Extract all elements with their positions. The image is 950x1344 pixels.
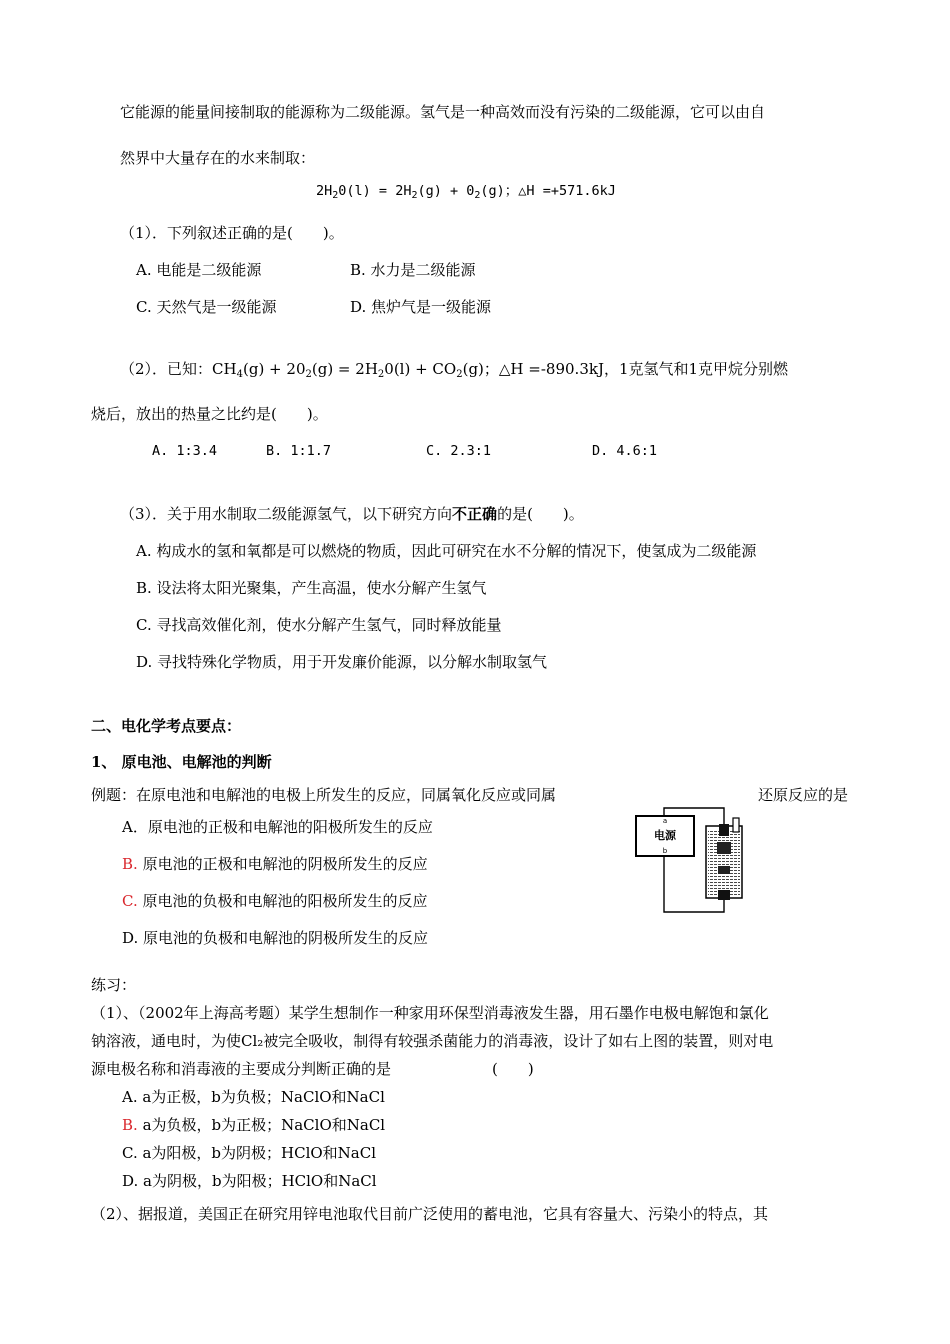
example-stem-left: 例题：在原电池和电解池的电极上所发生的反应，同属氧化反应或同属 xyxy=(91,786,557,804)
power-source-label: 电源 xyxy=(654,829,676,842)
intro-line-1: 它能源的能量间接制取的能源称为二级能源。氢气是一种高效而没有污染的二级能源，它可以由自 xyxy=(120,103,766,121)
electrolyte-solution xyxy=(708,830,740,896)
terminal-a-label: a xyxy=(662,817,668,825)
q1-option-d: D. 焦炉气是一级能源 xyxy=(350,298,492,316)
practice-heading: 练习： xyxy=(91,976,137,994)
q3-option-a: A. 构成水的氢和氧都是可以燃烧的物质，因此可研究在水不分解的情况下，使氢成为二级能源 xyxy=(136,542,757,560)
q3-option-b: B. 设法将太阳光聚集，产生高温，使水分解产生氢气 xyxy=(136,579,487,597)
lower-electrode xyxy=(718,890,730,900)
q1-option-a: A. 电能是二级能源 xyxy=(136,261,262,279)
q3-option-d: D. 寻找特殊化学物质，用于开发廉价能源，以分解水制取氢气 xyxy=(136,653,548,671)
q2-option-b: B. 1:1.7 xyxy=(266,443,332,459)
q2-option-a: A. 1:3.4 xyxy=(152,443,218,459)
section-2-heading: 二、电化学考点要点： xyxy=(91,717,242,735)
practice-1-option-d: D. a为阴极，b为阳极；HClO和NaCl xyxy=(122,1172,377,1190)
q1-option-c: C. 天然气是一级能源 xyxy=(136,298,277,316)
example-option-c: C. 原电池的负极和电解池的阳极所发生的反应 xyxy=(122,892,428,910)
q2-option-c: C. 2.3:1 xyxy=(426,443,492,459)
q2-stem-line-2: 烧后，放出的热量之比约是( )。 xyxy=(91,405,328,423)
upper-electrode xyxy=(719,824,729,836)
practice-1-line-3: 源电极名称和消毒液的主要成分判断正确的是 xyxy=(91,1060,392,1078)
example-option-a: A．原电池的正极和电解池的阳极所发生的反应 xyxy=(122,818,433,836)
q2-stem: （2）．已知：$CH_4(g) + 20_2(g) = 2H_20(l) + CO_2(g)$；△H =-890.3kJ，1克氢气和1克甲烷分别燃 xyxy=(120,360,789,380)
q3-option-c: C. 寻找高效催化剂，使水分解产生氢气，同时释放能量 xyxy=(136,616,502,634)
example-option-d: D. 原电池的负极和电解池的阴极所发生的反应 xyxy=(122,929,429,947)
practice-1-option-a: A. a为正极，b为负极；NaClO和NaCl xyxy=(122,1088,385,1106)
electrolysis-apparatus-figure xyxy=(634,806,754,916)
water-decomposition-equation: $2H_20(l) = 2H_2(g) + 0_2(g)$；△H =+571.6kJ xyxy=(316,183,616,201)
practice-1-option-c: C. a为阳极，b为阴极；HClO和NaCl xyxy=(122,1144,377,1162)
lower-bubble-region xyxy=(718,866,730,874)
example-option-b: B. 原电池的正极和电解池的阴极所发生的反应 xyxy=(122,855,428,873)
practice-1-line-1: （1）、（2002年上海高考题）某学生想制作一种家用环保型消毒液发生器，用石墨作电极电解饱和氯化 xyxy=(91,1004,769,1022)
terminal-b-label: b xyxy=(662,847,668,855)
practice-2-line-1: （2）、据报道，美国正在研究用锌电池取代目前广泛使用的蓄电池，它具有容量大、污染小的特点，其 xyxy=(91,1205,769,1223)
upper-bubble-region xyxy=(717,842,731,854)
intro-line-2: 然界中大量存在的水来制取： xyxy=(120,149,316,167)
q1-stem: （1）．下列叙述正确的是( )。 xyxy=(120,224,344,242)
practice-1-option-b: B. a为负极，b为正极；NaClO和NaCl xyxy=(122,1116,386,1134)
example-stem-right: 还原反应的是 xyxy=(758,786,849,804)
q3-stem: （3）．关于用水制取二级能源氢气，以下研究方向不正确的是( )。 xyxy=(120,505,584,523)
q2-option-d: D. 4.6:1 xyxy=(592,443,658,459)
q1-option-b: B. 水力是二级能源 xyxy=(350,261,476,279)
gas-outlet xyxy=(733,818,739,832)
practice-1-line-2: 钠溶液，通电时，为使Cl₂被完全吸收，制得有较强杀菌能力的消毒液，设计了如右上图的装置，则对电 xyxy=(91,1032,774,1050)
section-2-subheading: 1、 原电池、电解池的判断 xyxy=(91,753,272,771)
practice-1-answer-blank: ( ) xyxy=(492,1060,534,1078)
